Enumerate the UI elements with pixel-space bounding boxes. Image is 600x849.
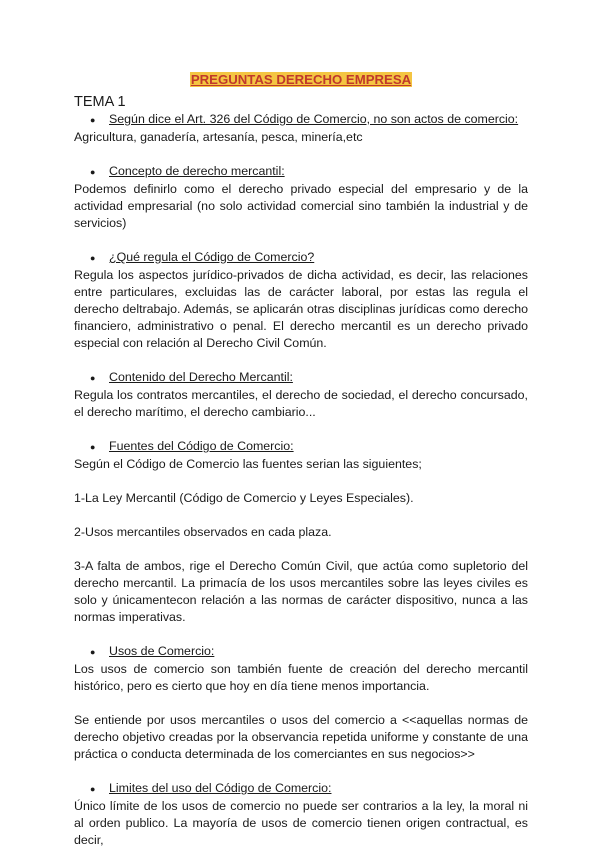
bullet-item: [90, 249, 528, 267]
document-page: [74, 70, 528, 849]
paragraph: Único límite de los usos de comercio no puede ser contrarios a la ley, la moral ni al orden publico. La mayoría de usos de comercio tienen origen contractual, es decir,: [74, 799, 528, 847]
bullet-icon: ●: [90, 115, 96, 125]
section-heading: Fuentes del Código de Comercio:: [109, 439, 294, 453]
section-usos: [74, 643, 528, 763]
bullet-item: [90, 111, 528, 129]
bullet-item: [90, 369, 528, 387]
paragraph: 1-La Ley Mercantil (Código de Comercio y Leyes Especiales).: [74, 491, 414, 505]
paragraph: Podemos definirlo como el derecho privado especial del empresario y de la actividad empresarial (no solo actividad comercial sino también la industrial y de servicios): [74, 182, 528, 230]
bullet-icon: ●: [90, 647, 96, 657]
bullet-item: [90, 780, 528, 798]
section-heading: ¿Qué regula el Código de Comercio?: [109, 250, 315, 264]
section-que-regula: [74, 249, 528, 352]
bullet-icon: ●: [90, 373, 96, 383]
bullet-icon: ●: [90, 253, 96, 263]
paragraph: 2-Usos mercantiles observados en cada plaza.: [74, 525, 332, 539]
section-heading: Según dice el Art. 326 del Código de Comercio, no son actos de comercio:: [109, 112, 519, 126]
paragraph: Los usos de comercio son también fuente de creación del derecho mercantil histórico, pero es cierto que hoy en día tiene menos importancia.: [74, 662, 528, 693]
section-heading: Limites del uso del Código de Comercio:: [109, 781, 332, 795]
bullet-icon: ●: [90, 784, 96, 794]
paragraph: Se entiende por usos mercantiles o usos del comercio a <<aquellas normas de derecho objetivo creadas por la observancia repetida uniforme y constante de una práctica o conducta determinada de los comerciantes en sus negocios>>: [74, 713, 528, 761]
section-heading: Concepto de derecho mercantil:: [109, 164, 285, 178]
section-heading: Contenido del Derecho Mercantil:: [109, 370, 293, 384]
bullet-item: [90, 163, 528, 181]
section-limites: [74, 780, 528, 849]
section-fuentes: [74, 438, 528, 626]
section-heading: Usos de Comercio:: [109, 644, 215, 658]
section-no-actos-comercio: [74, 111, 528, 146]
bullet-icon: ●: [90, 442, 96, 452]
paragraph: Regula los aspectos jurídico-privados de dicha actividad, es decir, las relaciones entre particulares, excluidas las de carácter laboral, por estas las regula el derecho deltrabajo. Además, se aplicarán otras disciplinas jurídicas como derecho financiero, administrativo o penal. El derecho mercantil es un derecho privado especial con relación al Derecho Civil Común.: [74, 268, 528, 350]
bullet-icon: ●: [90, 167, 96, 177]
paragraph: 3-A falta de ambos, rige el Derecho Común Civil, que actúa como supletorio del derecho mercantil. La primacía de los usos mercantiles sobre las leyes civiles es solo y únicamentecon relación a las normas de carácter dispositivo, nunca a las normas imperativas.: [74, 559, 528, 624]
section-contenido: [74, 369, 528, 421]
paragraph: Agricultura, ganadería, artesanía, pesca, minería,etc: [74, 130, 363, 144]
paragraph: Regula los contratos mercantiles, el derecho de sociedad, el derecho concursado, el derecho marítimo, el derecho cambiario...: [74, 388, 528, 419]
section-concepto: [74, 163, 528, 232]
bullet-item: [90, 438, 528, 456]
topic-heading: TEMA 1: [74, 94, 126, 110]
bullet-item: [90, 643, 528, 661]
paragraph: Según el Código de Comercio las fuentes serian las siguientes;: [74, 457, 422, 471]
document-title: PREGUNTAS DERECHO EMPRESA: [190, 72, 412, 87]
